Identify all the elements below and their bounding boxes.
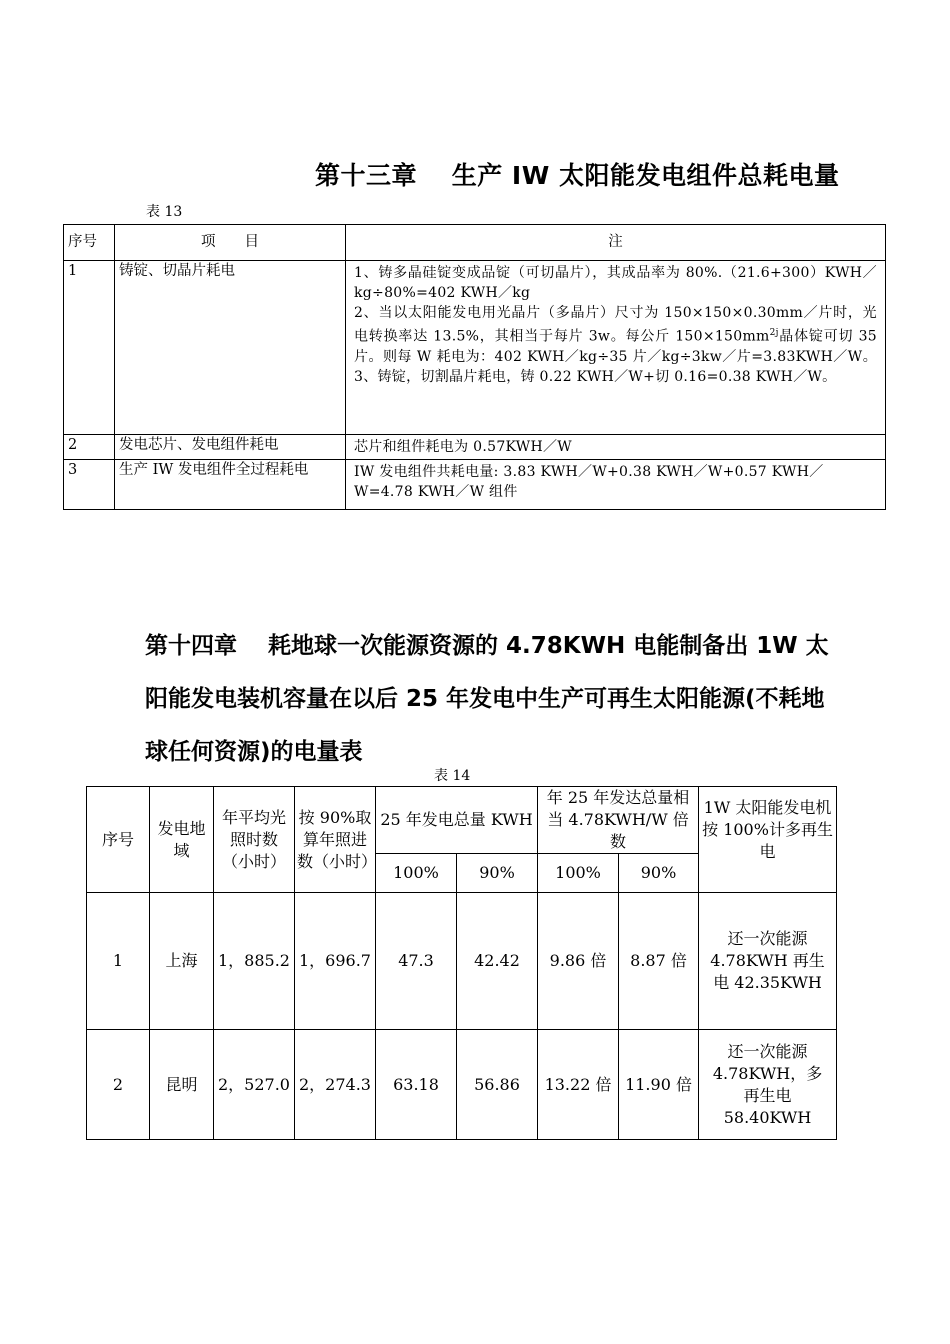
cell-hours: 2，527.0 xyxy=(214,1030,295,1140)
cell-total-90: 56.86 xyxy=(457,1030,538,1140)
row-item: 铸锭、切晶片耗电 xyxy=(115,261,346,435)
cell-hours-90: 1，696.7 xyxy=(295,893,376,1030)
header-region: 发电地域 xyxy=(150,787,214,893)
header-no: 序号 xyxy=(87,787,150,893)
header-multiple-90: 90% xyxy=(619,854,699,893)
chapter14-title: 第十四章 耗地球一次能源资源的 4.78KWH 电能制备出 1W 太阳能发电装机容量在以后 25 年发电中生产可再生太阳能源(不耗地球任何资源)的电量表 xyxy=(145,633,829,765)
table-header-row xyxy=(64,225,886,261)
cell-no: 1 xyxy=(87,893,150,1030)
header-extra: 1W 太阳能发电机按 100%计多再生电 xyxy=(699,787,837,893)
header-item: 项 目 xyxy=(115,225,346,261)
table14-caption: 表 14 xyxy=(434,768,471,784)
row-note: IW 发电组件共耗电量: 3.83 KWH／W+0.38 KWH／W+0.57 KWH／W=4.78 KWH／W 组件 xyxy=(346,460,886,510)
row-no: 1 xyxy=(64,261,115,435)
header-hours-90: 按 90%取算年照进数（小时） xyxy=(295,787,376,893)
chapter13-title: 第十三章 生产 IW 太阳能发电组件总耗电量 xyxy=(315,161,840,190)
cell-total-90: 42.42 xyxy=(457,893,538,1030)
row-item: 生产 IW 发电组件全过程耗电 xyxy=(115,460,346,510)
table-row xyxy=(64,261,886,435)
header-hours: 年平均光照时数（小时） xyxy=(214,787,295,893)
table-13 xyxy=(63,224,886,510)
header-multiple-100: 100% xyxy=(538,854,619,893)
cell-total-100: 63.18 xyxy=(376,1030,457,1140)
cell-multiple-90: 8.87 倍 xyxy=(619,893,699,1030)
row-note: 芯片和组件耗电为 0.57KWH／W xyxy=(346,435,886,460)
row-no: 3 xyxy=(64,460,115,510)
header-no: 序号 xyxy=(64,225,115,261)
cell-region: 昆明 xyxy=(150,1030,214,1140)
table13-caption: 表 13 xyxy=(146,204,183,220)
cell-multiple-100: 13.22 倍 xyxy=(538,1030,619,1140)
cell-hours: 1，885.2 xyxy=(214,893,295,1030)
header-total-25: 25 年发电总量 KWH xyxy=(376,787,538,854)
cell-no: 2 xyxy=(87,1030,150,1140)
note-part-2: 2、当以太阳能发电用光晶片（多晶片）尺寸为 150×150×0.30mm／片时，光电转换率达 13.5%，其相当于每片 3w。每公斤 150×150mm xyxy=(354,305,877,345)
cell-multiple-100: 9.86 倍 xyxy=(538,893,619,1030)
table-row xyxy=(64,435,886,460)
cell-region: 上海 xyxy=(150,893,214,1030)
table-row xyxy=(64,460,886,510)
cell-total-100: 47.3 xyxy=(376,893,457,1030)
header-total-90: 90% xyxy=(457,854,538,893)
table-row xyxy=(87,893,837,1030)
row-item: 发电芯片、发电组件耗电 xyxy=(115,435,346,460)
row-note xyxy=(346,261,886,435)
note-superscript: 2j xyxy=(769,328,779,338)
table-row xyxy=(87,1030,837,1140)
cell-extra: 还一次能源 4.78KWH，多再生电 58.40KWH xyxy=(699,1030,837,1140)
header-total-100: 100% xyxy=(376,854,457,893)
cell-hours-90: 2，274.3 xyxy=(295,1030,376,1140)
note-part-1: 1、铸多晶硅锭变成品锭（可切晶片），其成品率为 80%.（21.6+300）KWH／kg÷80%=402 KWH／kg xyxy=(354,265,877,301)
table-header-row xyxy=(87,787,837,854)
table-14 xyxy=(86,786,837,1140)
note-part-3: 晶体锭可切 35 片。则每 W 耗电为：402 KWH／kg÷35 片／kg÷3kw／片=3.83KWH／W。3、铸锭，切割晶片耗电，铸 0.22 KWH／W+切 0.16=0.38 KWH／W。 xyxy=(354,328,877,385)
cell-multiple-90: 11.90 倍 xyxy=(619,1030,699,1140)
header-note: 注 xyxy=(346,225,886,261)
cell-extra: 还一次能源 4.78KWH 再生电 42.35KWH xyxy=(699,893,837,1030)
row-no: 2 xyxy=(64,435,115,460)
header-multiple: 年 25 年发达总量相当 4.78KWH/W 倍数 xyxy=(538,787,699,854)
